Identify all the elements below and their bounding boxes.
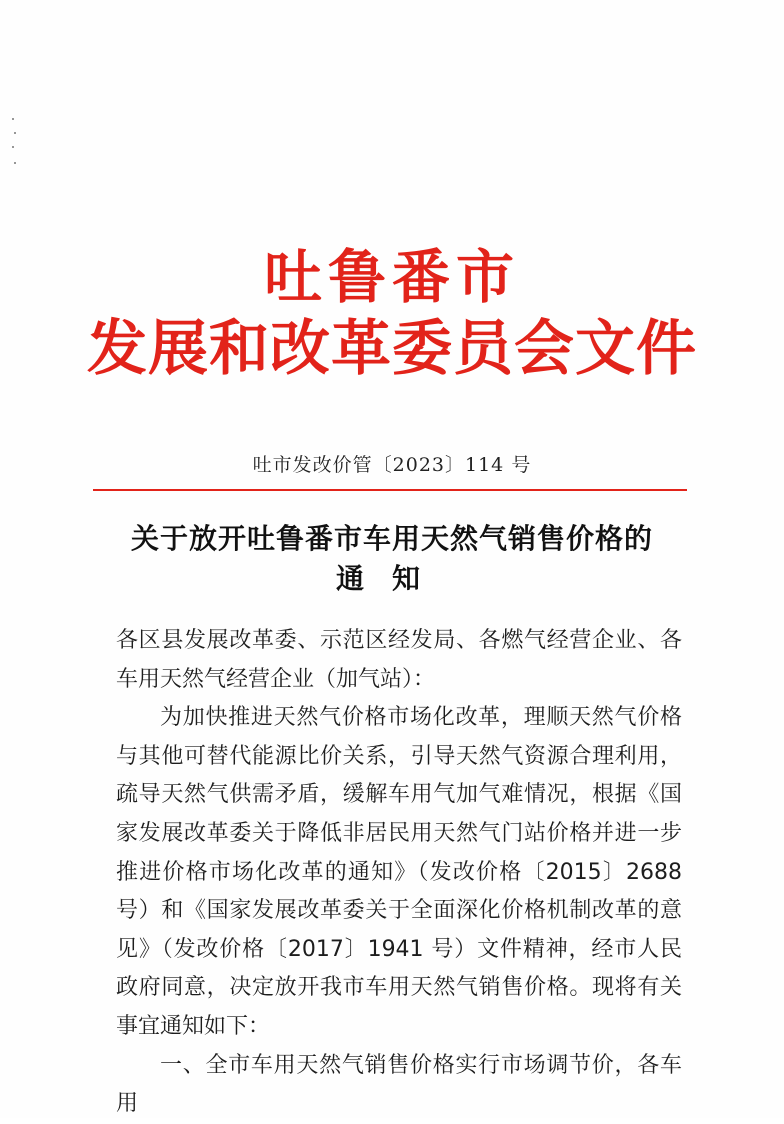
red-separator-line (93, 489, 687, 491)
scan-artifact-dots (12, 118, 18, 178)
issuer-name-line2: 发展和改革委员会文件 (87, 314, 697, 384)
issuer-name-line1: 吐鲁番市 (263, 243, 520, 311)
paragraph-1: 为加快推进天然气价格市场化改革，理顺天然气价格与其他可替代能源比价关系，引导天然气资源合理利用，疏导天然气供需矛盾，缓解车用气加气难情况，根据《国家发展改革委关于降低非居民用天然气门站价格并进一步推进价格市场化改革的通知》（发改价格〔2015〕2688 号）和《国家发展改革委关于全面深化价格机制改革的意见》（发改价格〔2017〕1941 号）文件精神，经市人民政府同意，决定放开我市车用天然气销售价格。现将有关事宜通知如下： (116, 705, 682, 1039)
title-line1: 关于放开吐鲁番市车用天然气销售价格的 (130, 522, 653, 555)
document-number: 吐市发改价管〔2023〕114 号 (252, 454, 532, 476)
title-line2: 通知 (335, 562, 448, 595)
document-body (116, 622, 682, 1124)
paragraph-2: 一、全市车用天然气销售价格实行市场调节价，各车用 (116, 1052, 682, 1117)
recipients: 各区县发展改革委、示范区经发局、各燃气经营企业、各车用天然气经营企业（加气站）： (116, 628, 682, 692)
document-title (90, 519, 694, 599)
